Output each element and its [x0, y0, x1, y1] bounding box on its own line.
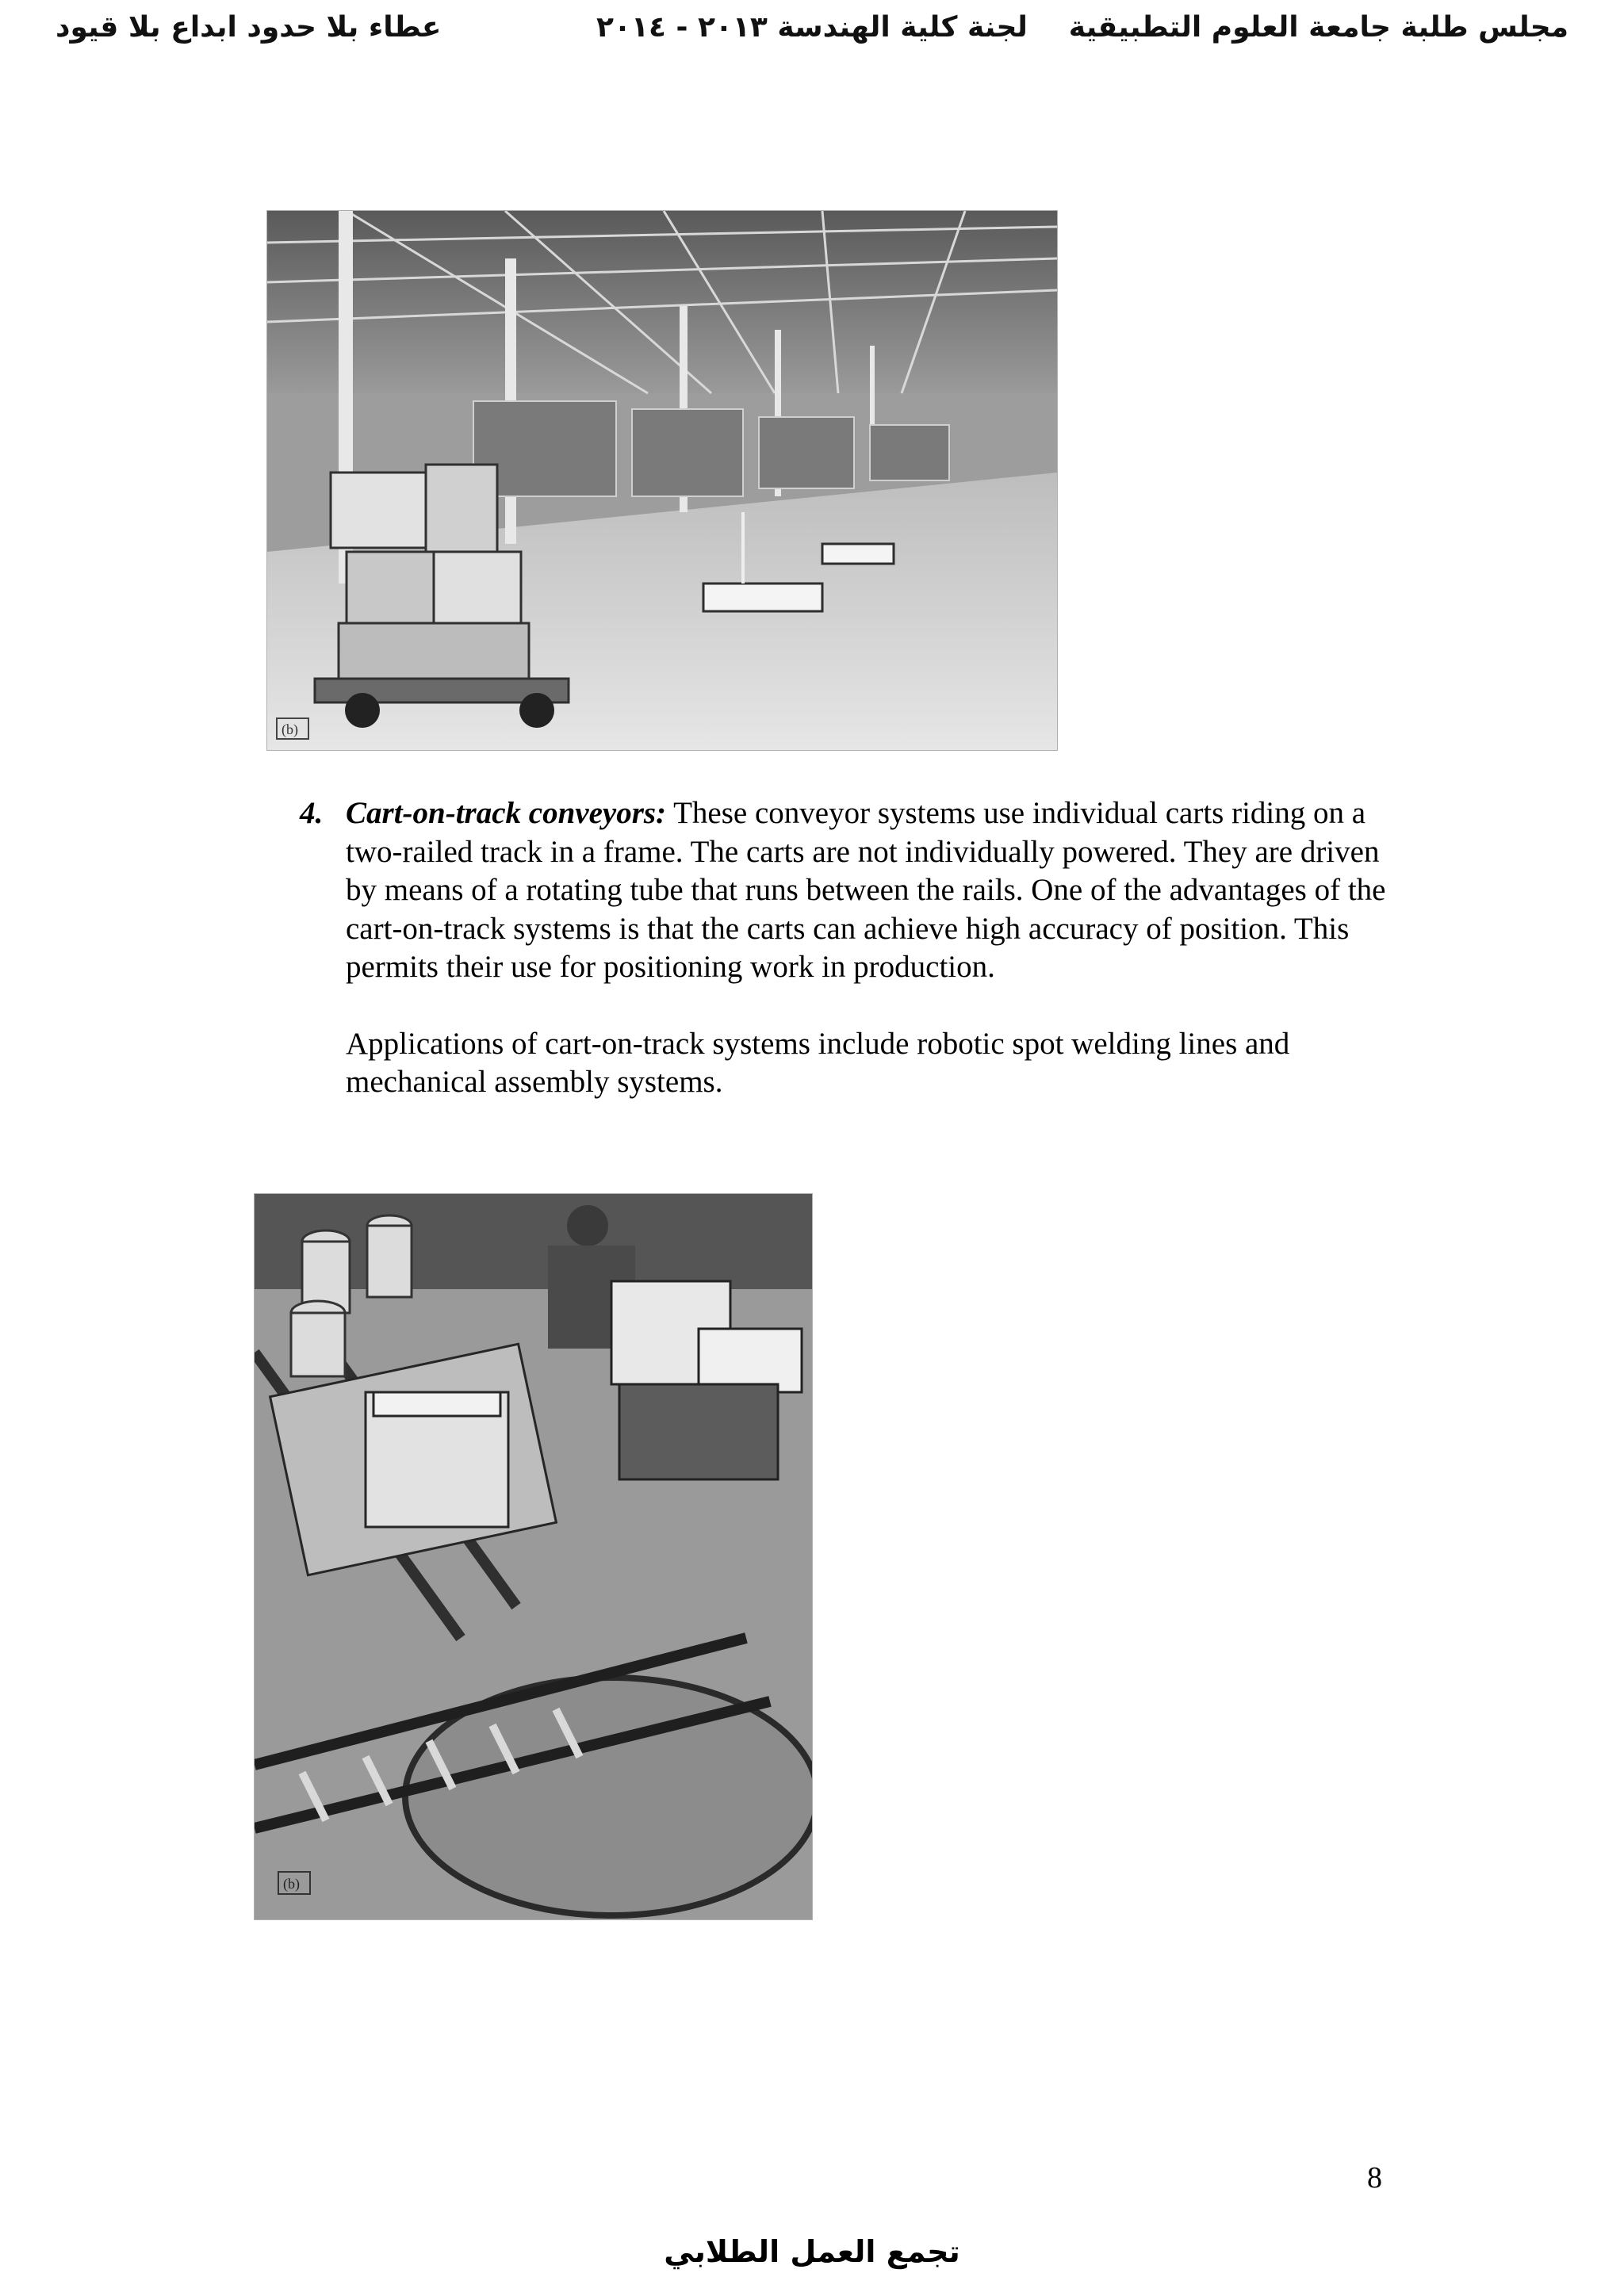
header-council: مجلس طلبة جامعة العلوم التطبيقية — [1068, 11, 1568, 44]
fig-top-label: (b) — [282, 721, 298, 737]
header-committee: لجنة كلية الهندسة ٢٠١٣ - ٢٠١٤ — [596, 11, 1028, 44]
item-title: Cart-on-track conveyors: — [346, 796, 667, 830]
page-header — [56, 11, 1568, 59]
item-number: 4. — [300, 796, 324, 830]
page-number: 8 — [1367, 2161, 1382, 2195]
header-slogan: عطاء بلا حدود ابداع بلا قيود — [56, 11, 442, 44]
fig-bottom-label: (b) — [283, 1876, 300, 1892]
page-footer: تجمع العمل الطلابي — [664, 2234, 960, 2269]
item-text: These conveyor systems use individual carts riding on a two-railed track in a frame. The carts are not individually powered. They are driven by means of a rotating tube that runs between the rails. One of the advantages of the cart-on-track systems is that the carts can achieve high accuracy of position. This permits their use for positioning work in production. — [346, 796, 1386, 984]
applications-paragraph: Applications of cart-on-track systems include robotic spot welding lines and mechanical assembly systems. — [346, 1026, 1290, 1099]
cart-turntable-photo — [254, 1193, 813, 1920]
warehouse-cart-photo — [266, 210, 1058, 751]
main-content — [300, 794, 1394, 1102]
list-item-cart-on-track — [300, 794, 1394, 987]
